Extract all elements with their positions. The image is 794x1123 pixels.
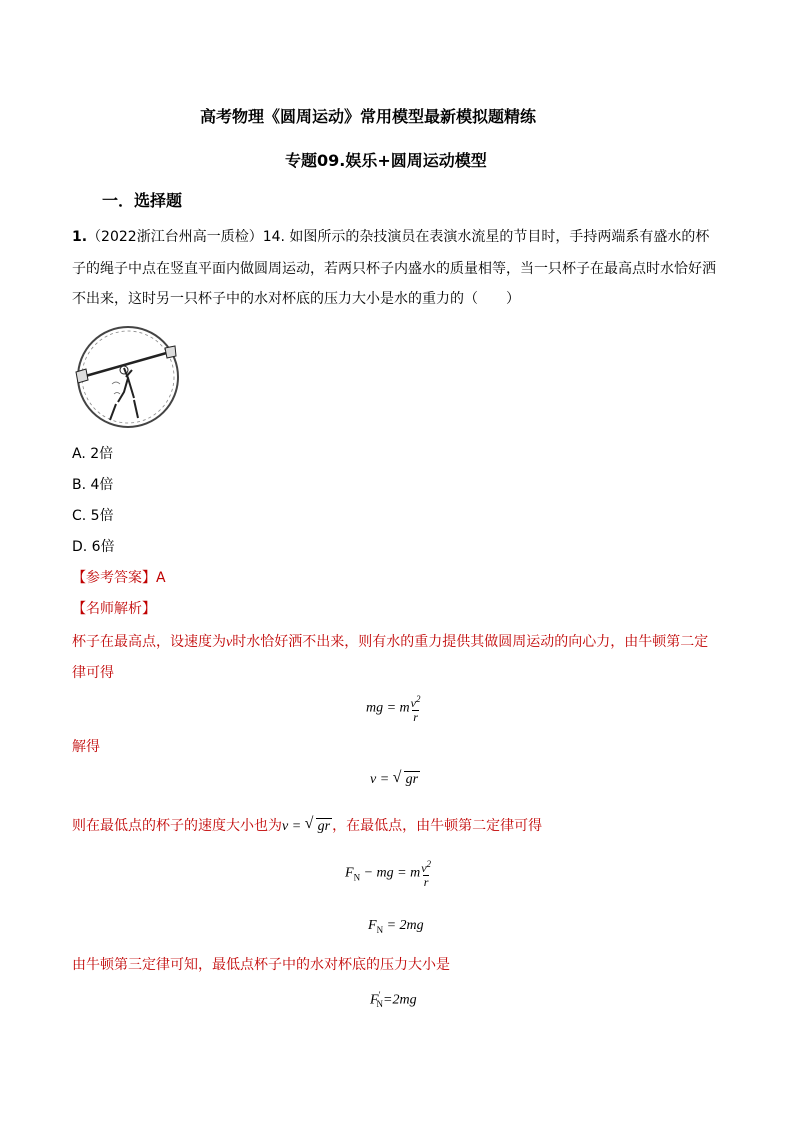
formula-2-radicand: gr bbox=[405, 772, 419, 787]
question-line-1 bbox=[72, 226, 709, 248]
formula-4: $F_N$ − mg = m $\frac{v^2}{r}$ bbox=[345, 859, 432, 889]
formula-1 bbox=[366, 693, 422, 724]
formula-2-lhs: v = bbox=[370, 772, 393, 787]
analysis-para-1-line-2: 律可得 bbox=[72, 665, 114, 681]
document-subtitle: 专题09.娱乐+圆周运动模型 bbox=[285, 151, 487, 170]
document-title: 高考物理《圆周运动》常用模型最新模拟题精练 bbox=[200, 107, 537, 126]
option-d: D. 6倍 bbox=[72, 539, 115, 555]
formula-1-fraction: $\frac{v^2}{r}$ bbox=[410, 694, 421, 724]
question-line-3: 不出来，这时另一只杯子中的水对杯底的压力大小是水的重力的（ ） bbox=[72, 291, 520, 307]
velocity-symbol: v bbox=[226, 635, 233, 650]
option-b: B. 4倍 bbox=[72, 477, 114, 493]
analysis-text: ，在最低点，由牛顿第二定律可得 bbox=[332, 818, 543, 834]
formula-1-den: r bbox=[413, 710, 418, 724]
option-c: C. 5倍 bbox=[72, 508, 114, 524]
analysis-text: 杯子在最高点，设速度为 bbox=[72, 634, 226, 650]
inline-formula: v = √ gr bbox=[282, 815, 331, 834]
section-heading: 一．选择题 bbox=[102, 191, 183, 210]
analysis-para-3: 由牛顿第三定律可知，最低点杯子中的水对杯底的压力大小是 bbox=[72, 957, 450, 973]
option-a: A. 2倍 bbox=[72, 446, 114, 462]
sqrt-expression: √ gr bbox=[392, 769, 419, 787]
formula-2 bbox=[370, 769, 420, 788]
juggler-illustration bbox=[72, 322, 182, 432]
question-line-2: 子的绳子中点在竖直平面内做圆周运动，若两只杯子内盛水的质量相等，当一只杯子在最高点时水恰好洒 bbox=[72, 261, 716, 277]
analysis-para-2 bbox=[72, 815, 542, 838]
answer-label: 【参考答案】A bbox=[72, 570, 166, 586]
question-text-1: （2022浙江台州高一质检）14. 如图所示的杂技演员在表演水流星的节目时，手持两端系有盛水的杯 bbox=[87, 229, 710, 245]
formula-1-lhs: mg = m bbox=[366, 700, 410, 716]
analysis-text: 时水恰好洒不出来，则有水的重力提供其做圆周运动的向心力，由牛顿第二定 bbox=[232, 634, 709, 650]
formula-5: $F_N = 2mg$ bbox=[368, 918, 424, 935]
analysis-para-1-line-1 bbox=[72, 631, 708, 654]
analysis-label: 【名师解析】 bbox=[72, 601, 156, 617]
formula-6: $F'_N=2mg$ bbox=[370, 990, 417, 1010]
formula-1-num: v bbox=[410, 696, 416, 710]
analysis-text: 则在最低点的杯子的速度大小也为 bbox=[72, 818, 282, 834]
question-number: 1. bbox=[72, 229, 88, 245]
solve-label: 解得 bbox=[72, 739, 100, 755]
